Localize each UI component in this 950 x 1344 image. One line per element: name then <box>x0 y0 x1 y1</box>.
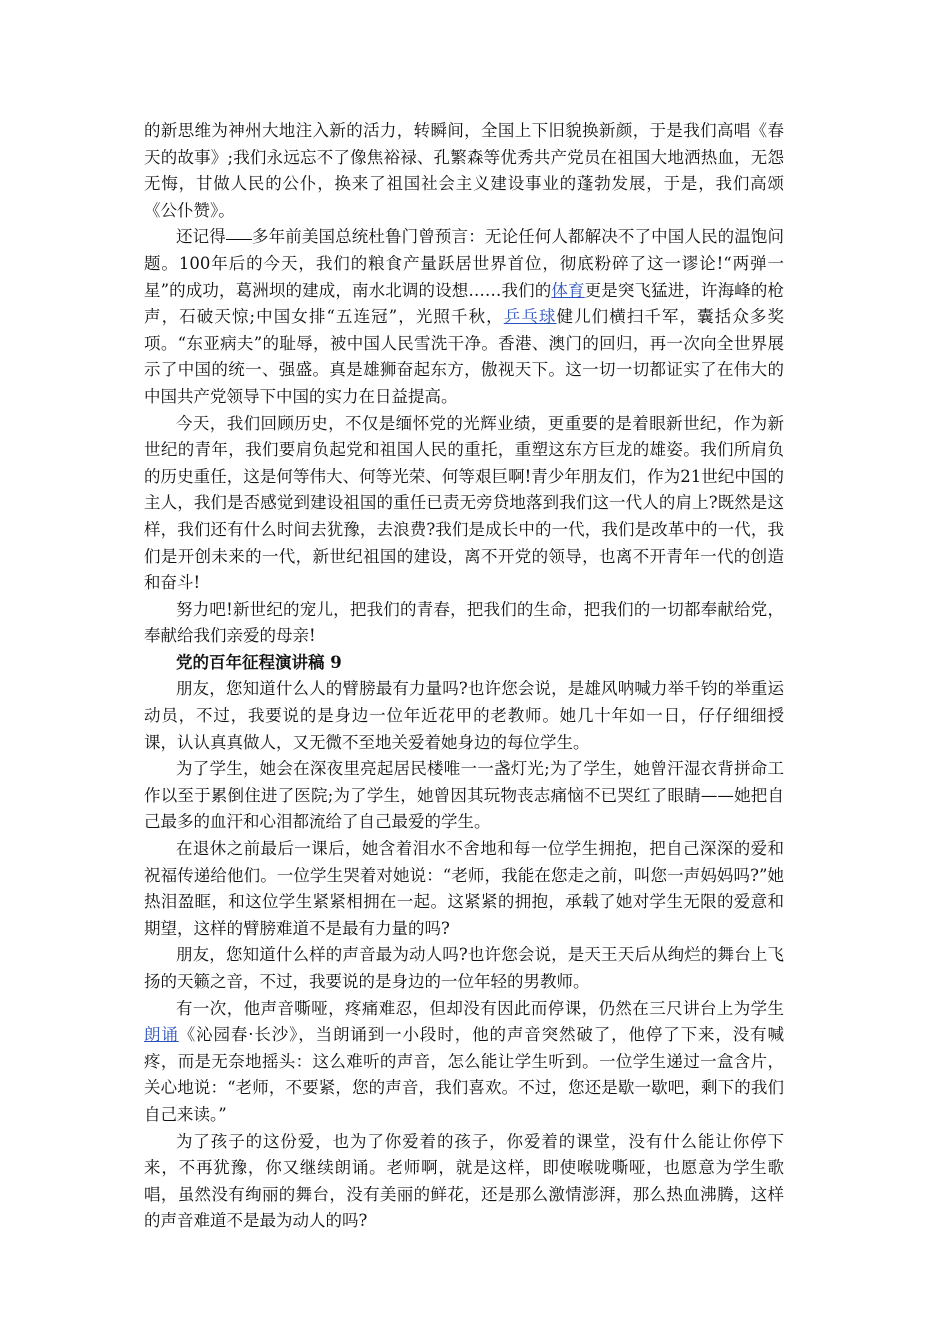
section-heading: 党的百年征程演讲稿 9 <box>176 652 342 672</box>
paragraph-3: 今天，我们回顾历史，不仅是缅怀党的光辉业绩，更重要的是着眼新世纪，作为新世纪的青年，我们要肩负起党和祖国人民的重托，重塑这东方巨龙的雄姿。我们所肩负的历史重任，这是何等伟大、何等光荣、何等艰巨啊!青少年朋友们，作为21世纪中国的主人，我们是否感觉到建设祖国的重任已责无旁贷地落到我们这一代人的肩上?既然是这样，我们还有什么时间去犹豫，去浪费?我们是成长中的一代，我们是改革中的一代，我们是开创未来的一代，新世纪祖国的建设，离不开党的领导，也离不开青年一代的创造和奋斗! <box>144 413 784 593</box>
paragraph-8: 朋友，您知道什么样的声音最为动人吗?也许您会说，是天王天后从绚烂的舞台上飞扬的天籁之音，不过，我要说的是身边的一位年轻的男教师。 <box>144 945 784 991</box>
paragraph-4: 努力吧!新世纪的宠儿，把我们的青春，把我们的生命，把我们的一切都奉献给党，奉献给我们亲爱的母亲! <box>144 599 784 646</box>
paragraph-5: 朋友，您知道什么人的臂膀最有力量吗?也许您会说，是雄风呐喊力举千钧的举重运动员，不过，我要说的是身边一位年近花甲的老教师。她几十年如一日，仔仔细细授课，认认真真做人，又无微不至地关爱着她身边的每位学生。 <box>144 679 784 752</box>
paragraph-2-part-b: 多年前美国总统杜鲁门曾预言：无论任何人都解决不了中国人民的温饱问题。100年后的今天，我们的粮食产量跃居世界首位，彻底粉碎了这一谬论!“两弹一星”的成功，葛洲坝的建成，南水北调的设想……我们的 <box>144 227 785 300</box>
paragraph-7: 在退休之前最后一课后，她含着泪水不舍地和每一位学生拥抱，把自己深深的爱和祝福传递给他们。一位学生哭着对她说：“老师，我能在您走之前，叫您一声妈妈吗?”她热泪盈眶，和这位学生紧紧相拥在一起。这紧紧的拥抱，承载了她对学生无限的爱意和期望，这样的臂膀难道不是最有力量的吗? <box>144 839 784 938</box>
paragraph-2-part-a: 还记得 <box>176 227 226 247</box>
fill-in-blank <box>226 238 252 240</box>
paragraph-2-part-c: 更是突飞猛进，许海峰的枪声，石破天惊;中国女排“五连冠”，光照千秋， <box>144 280 785 327</box>
paragraph-2 <box>144 224 784 410</box>
paragraph-9-part-a: 有一次，他声音嘶哑，疼痛难忍，但却没有因此而停课，仍然在三尺讲台上为学生 <box>176 998 784 1018</box>
paragraph-9 <box>144 996 784 1129</box>
paragraph-2-part-d: 健儿们横扫千军，囊括众多奖项。“东亚病夫”的耻辱，被中国人民雪洗干净。香港、澳门的回归，再一次向全世界展示了中国的统一、强盛。真是雄狮奋起东方，傲视天下。这一切一切都证实了在伟大的中国共产党领导下中国的实力在日益提高。 <box>144 307 785 406</box>
paragraph-1: 的新思维为神州大地注入新的活力，转瞬间，全国上下旧貌换新颜，于是我们高唱《春天的故事》;我们永远忘不了像焦裕禄、孔繁森等优秀共产党员在祖国大地洒热血，无怨无悔，甘做人民的公仆，换来了祖国社会主义建设事业的蓬勃发展，于是，我们高颂《公仆赞》。 <box>144 121 784 220</box>
paragraph-10: 为了孩子的这份爱，也为了你爱着的孩子，你爱着的课堂，没有什么能让你停下来，不再犹豫，你又继续朗诵。老师啊，就是这样，即使喉咙嘶哑，也愿意为学生歌唱，虽然没有绚丽的舞台，没有美丽的鲜花，还是那么激情澎湃，那么热血沸腾，这样的声音难道不是最为动人的吗? <box>144 1131 784 1231</box>
link-pingpang[interactable]: 乒乓球 <box>503 307 557 327</box>
paragraph-9-part-b: 《沁园春·长沙》，当朗诵到一小段时，他的声音突然破了，他停了下来，没有喊疼，而是无奈地摇头：这么难听的声音，怎么能让学生听到。一位学生递过一盒含片，关心地说：“老师，不要紧，您的声音，我们喜欢。不过，您还是歇一歇吧，剩下的我们自己来读。” <box>144 1025 785 1124</box>
document-body <box>144 118 784 1235</box>
link-langsong[interactable]: 朗诵 <box>144 1025 179 1045</box>
paragraph-6: 为了学生，她会在深夜里亮起居民楼唯一一盏灯光;为了学生，她曾汗湿衣背拼命工作以至于累倒住进了医院;为了学生，她曾因其玩物丧志痛恼不已哭红了眼睛——她把自己最多的血汗和心泪都流给了自己最爱的学生。 <box>144 759 784 832</box>
link-tiyu[interactable]: 体育 <box>551 280 585 300</box>
